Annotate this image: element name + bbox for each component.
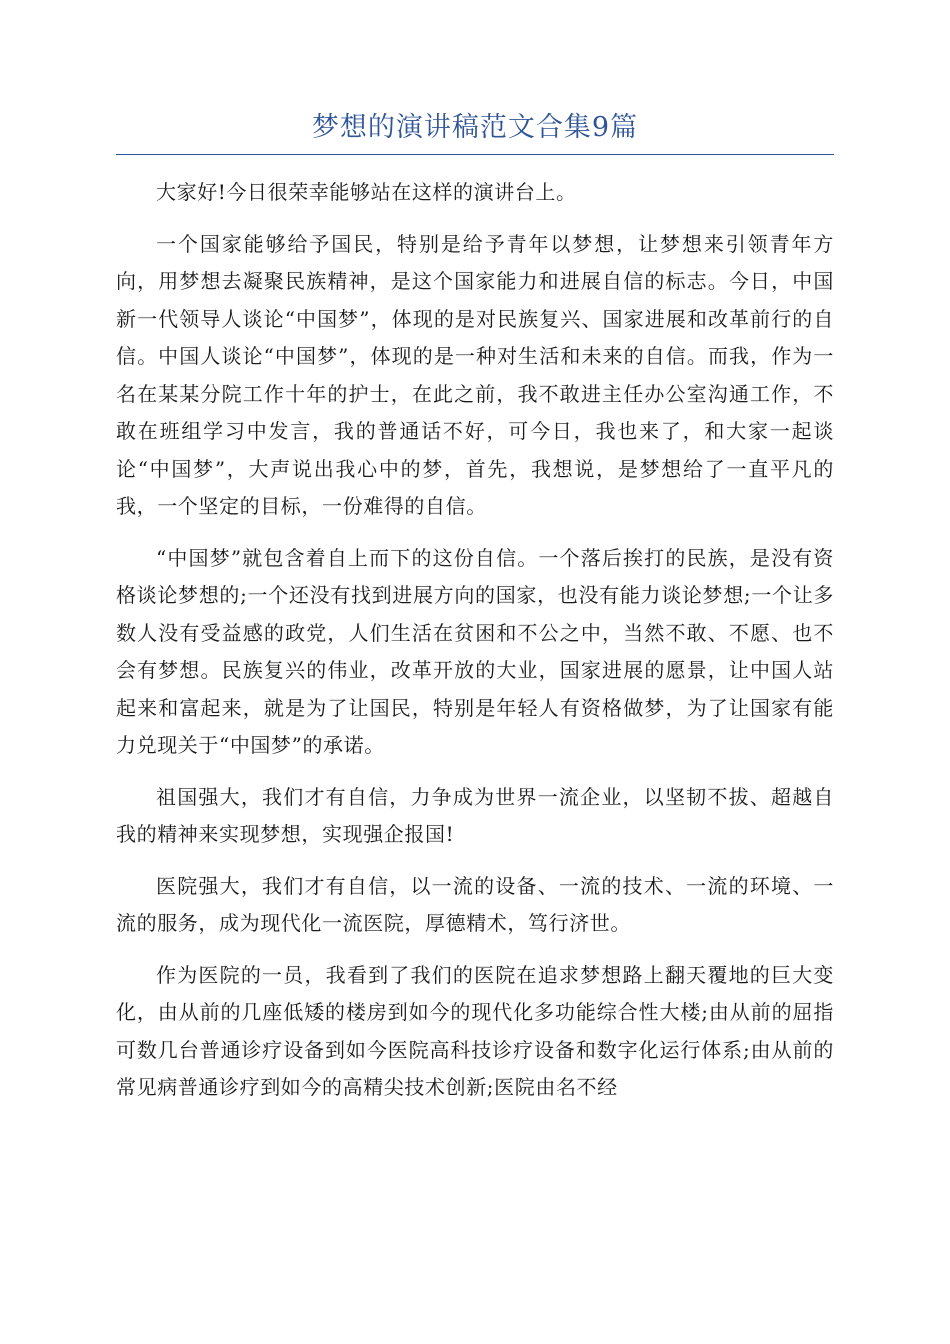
paragraph-greeting: 大家好!今日很荣幸能够站在这样的演讲台上。 [156,180,577,204]
paragraph-chinese-dream-confidence: “中国梦”就包含着自上而下的这份自信。一个落后挨打的民族，是没有资格谈论梦想的;一个还没有找到进展方向的国家，也没有能力谈论梦想;一个让多数人没有受益感的政党，人们生活在贫困和不公之中，当然不敢、不愿、也不会有梦想。民族复兴的伟业，改革开放的大业，国家进展的愿景，让中国人站起来和富起来，就是为了让国民，特别是年轻人有资格做梦，为了让国家有能力兑现关于“中国梦”的承诺。 [116,545,834,757]
paragraph-national-dream: 一个国家能够给予国民，特别是给予青年以梦想，让梦想来引领青年方向，用梦想去凝聚民族精神，是这个国家能力和进展自信的标志。今日，中国新一代领导人谈论“中国梦”，体现的是对民族复兴、国家进展和改革前行的自信。中国人谈论“中国梦”，体现的是一种对生活和未来的自信。而我，作为一名在某某分院工作十年的护士，在此之前，我不敢进主任办公室沟通工作，不敢在班组学习中发言，我的普通话不好，可今日，我也来了，和大家一起谈论“中国梦”，大声说出我心中的梦，首先，我想说，是梦想给了一直平凡的我，一个坚定的目标，一份难得的自信。 [116,231,834,518]
paragraph-hospital-strong: 医院强大，我们才有自信，以一流的设备、一流的技术、一流的环境、一流的服务，成为现代化一流医院，厚德精术，笃行济世。 [116,873,834,935]
paragraph-country-strong: 祖国强大，我们才有自信，力争成为世界一流企业，以坚韧不拔、超越自我的精神来实现梦想，实现强企报国! [116,784,834,846]
document-title: 梦想的演讲稿范文合集9篇 [311,112,639,143]
paragraph-hospital-changes: 作为医院的一员，我看到了我们的医院在追求梦想路上翻天覆地的巨大变化，由从前的几座低矮的楼房到如今的现代化多功能综合性大楼;由从前的屈指可数几台普通诊疗设备到如今医院高科技诊疗设备和数字化运行体系;由从前的常见病普通诊疗到如今的高精尖技术创新;医院由名不经 [116,962,834,1099]
title-underline [116,154,834,155]
document-body [116,174,834,1121]
